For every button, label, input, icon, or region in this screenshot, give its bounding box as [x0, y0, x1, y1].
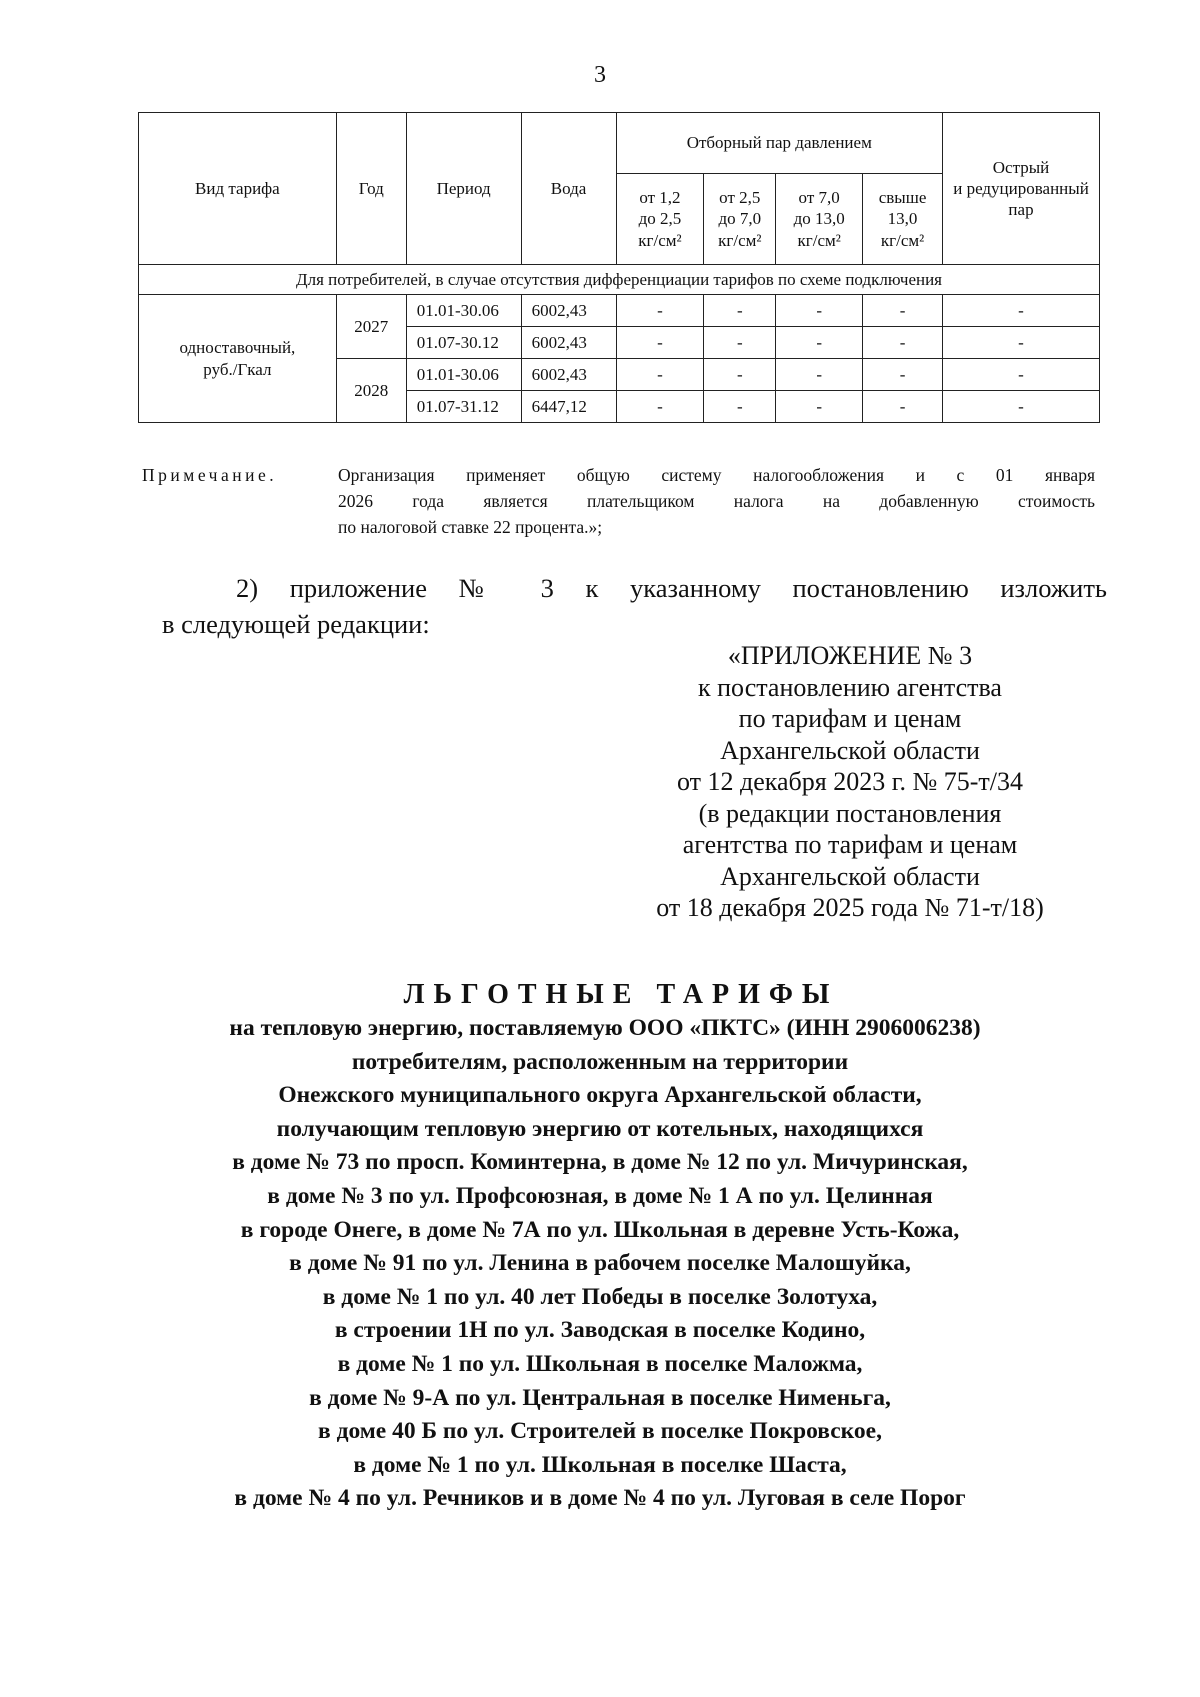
table-note-row [139, 265, 1100, 295]
header-steam-line: от 1,2 [639, 188, 681, 208]
value-cell: - [863, 391, 943, 423]
heading-line: в доме № 4 по ул. Речников и в доме № 4 по ул. Луговая в селе Порог [234, 1485, 966, 1512]
header-steam-line: кг/см² [638, 230, 682, 250]
value-cell: - [704, 295, 776, 327]
value-cell: - [943, 359, 1100, 391]
heading-title: ЛЬГОТНЫЕ ТАРИФЫ [403, 979, 839, 1010]
header-steam-line: 13,0 [887, 209, 918, 229]
value-cell: - [863, 295, 943, 327]
appendix-line: (в редакции постановления [698, 798, 1002, 828]
heading-line: Онежского муниципального округа Архангельской области, [278, 1082, 922, 1109]
appendix-line: «ПРИЛОЖЕНИЕ № 3 [727, 641, 973, 670]
heading-line: в доме № 1 по ул. Школьная в поселке Маложма, [337, 1350, 863, 1377]
tariff-heading [0, 978, 1200, 1516]
appendix-line: Архангельской области [720, 735, 980, 765]
value-cell: - [863, 327, 943, 359]
table-header-row [139, 113, 1100, 174]
header-steam-line: кг/см² [797, 230, 841, 250]
water-cell: 6002,43 [521, 295, 616, 327]
value-cell: - [616, 295, 704, 327]
header-period: Период [406, 113, 521, 265]
value-cell: - [704, 391, 776, 423]
tariff-table [138, 112, 1100, 423]
period-cell: 01.01-30.06 [406, 295, 521, 327]
heading-line: в доме 40 Б по ул. Строителей в поселке Покровское, [318, 1418, 882, 1445]
item-2-line: в следующей редакции: [162, 609, 430, 639]
value-cell: - [776, 295, 863, 327]
water-cell: 6447,12 [521, 391, 616, 423]
page-number: 3 [594, 62, 606, 88]
header-steam-line: свыше [878, 188, 927, 208]
heading-line: в доме № 1 по ул. 40 лет Победы в поселке Золотуха, [322, 1283, 878, 1310]
table-note-cell: Для потребителей, в случае отсутствия дифференциации тарифов по схеме подключения [139, 265, 1100, 295]
appendix-line: по тарифам и ценам [738, 704, 962, 733]
header-steam-line: кг/см² [880, 230, 925, 250]
header-steam-over-13 [863, 174, 943, 265]
header-steam-2.5-7 [704, 174, 776, 265]
header-tariff-type: Вид тарифа [139, 113, 337, 265]
table-row [139, 295, 1100, 327]
value-cell: - [863, 359, 943, 391]
heading-line: в доме № 1 по ул. Школьная в поселке Шаста, [353, 1451, 847, 1478]
value-cell: - [776, 327, 863, 359]
header-sharp-steam [943, 113, 1100, 265]
header-steam-7-13 [776, 174, 863, 265]
appendix-line: к постановлению агентства [698, 672, 1002, 702]
heading-line: на тепловую энергию, поставляемую ООО «ПКТС» (ИНН 2906006238) [229, 1015, 981, 1041]
header-sharp-steam-line: пар [1008, 200, 1034, 220]
heading-line: в доме № 9-А по ул. Центральная в поселке Нименьга, [309, 1384, 891, 1411]
heading-subtitle [0, 1012, 1200, 1516]
header-steam-line: до 13,0 [793, 209, 845, 229]
appendix-line: от 18 декабря 2025 года № 71-т/18) [656, 893, 1044, 922]
heading-line: в строении 1Н по ул. Заводская в поселке Кодино, [334, 1317, 866, 1344]
appendix-header [620, 640, 1080, 924]
value-cell: - [776, 391, 863, 423]
heading-line: в доме № 73 по просп. Коминтерна, в доме № 12 по ул. Мичуринская, [232, 1149, 968, 1176]
value-cell: - [943, 327, 1100, 359]
note-text [338, 462, 1095, 540]
heading-line: в доме № 3 по ул. Профсоюзная, в доме № 1 А по ул. Целинная [267, 1182, 933, 1209]
appendix-line: агентства по тарифам и ценам [682, 830, 1018, 859]
header-water: Вода [521, 113, 616, 265]
header-steam-line: кг/см² [718, 230, 762, 250]
value-cell: - [616, 391, 704, 423]
heading-line: в доме № 91 по ул. Ленина в рабочем поселке Малошуйка, [289, 1250, 911, 1277]
header-sharp-steam-line: и редуцированный [953, 178, 1089, 198]
period-cell: 01.07-30.12 [406, 327, 521, 359]
header-steam-line: до 7,0 [718, 209, 762, 229]
heading-line: потребителям, расположенным на территории [351, 1048, 849, 1075]
value-cell: - [616, 327, 704, 359]
period-cell: 01.07-31.12 [406, 391, 521, 423]
header-steam-line: от 2,5 [719, 188, 761, 208]
value-cell: - [943, 295, 1100, 327]
header-year: Год [336, 113, 406, 265]
value-cell: - [616, 359, 704, 391]
value-cell: - [776, 359, 863, 391]
year-cell: 2027 [336, 295, 406, 359]
note-line: Организация применяет общую систему налогообложения и с 01 января [338, 465, 1095, 485]
appendix-line: от 12 декабря 2023 г. № 75-т/34 [676, 767, 1024, 796]
heading-line: получающим тепловую энергию от котельных, находящихся [276, 1115, 924, 1142]
note-line: 2026 года является плательщиком налога на добавленную стоимость [338, 491, 1095, 511]
value-cell: - [704, 327, 776, 359]
appendix-line: Архангельской области [720, 861, 980, 891]
tariff-label-cell [139, 295, 337, 423]
item-2-line: 2) приложение № 3 к указанному постановлению изложить [236, 573, 1107, 603]
tariff-label-line: одноставочный, [179, 338, 296, 358]
header-sharp-steam-line: Острый [992, 157, 1050, 177]
header-steam-line: от 7,0 [798, 188, 840, 208]
note-line: по налоговой ставке 22 процента.»; [338, 517, 603, 537]
year-cell: 2028 [336, 359, 406, 423]
note-label: Примечание. [142, 465, 278, 485]
header-selected-steam: Отборный пар давлением [616, 113, 943, 174]
water-cell: 6002,43 [521, 359, 616, 391]
period-cell: 01.01-30.06 [406, 359, 521, 391]
value-cell: - [704, 359, 776, 391]
tariff-label-line: руб./Гкал [203, 359, 272, 379]
item-2-paragraph [162, 570, 1107, 642]
value-cell: - [943, 391, 1100, 423]
header-steam-1-2.5 [616, 174, 704, 265]
heading-line: в городе Онеге, в доме № 7А по ул. Школьная в деревне Усть-Кожа, [240, 1216, 960, 1243]
water-cell: 6002,43 [521, 327, 616, 359]
header-steam-line: до 2,5 [638, 209, 682, 229]
